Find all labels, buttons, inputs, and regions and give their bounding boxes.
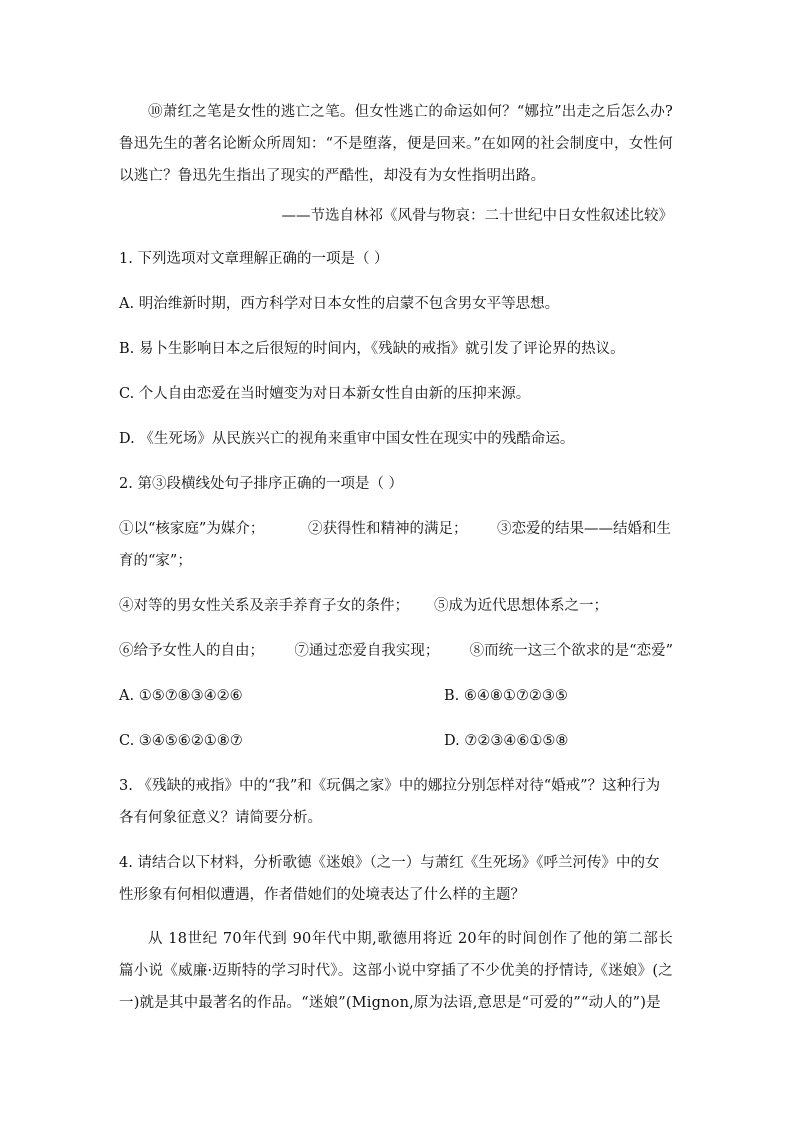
- question-2-option-b: B. ⑥④⑧①⑦②③⑤: [444, 688, 568, 704]
- question-2-item-2: ②获得性和精神的满足；: [308, 521, 468, 537]
- question-2-option-a: A. ①⑤⑦⑧③④②⑥: [119, 688, 243, 704]
- passage-paragraph-10: ⑩萧红之笔是女性的逃亡之笔。但女性逃亡的命运如何？“娜拉”出走之后怎么办?鲁迅先生的著名论断众所周知：“不是堕落，便是回来。”在如网的社会制度中，女性何以逃亡？鲁迅先生指出了现实的严酷性，却没有为女性指明出路。: [119, 104, 673, 184]
- passage-source: ——节选自林祁《风骨与物哀：二十世纪中日女性叙述比较》: [281, 208, 673, 224]
- document-page: [119, 96, 673, 1019]
- question-1-option-d: D. 《生死场》从民族兴亡的视角来重审中国女性在现实中的残酷命运。: [119, 431, 575, 447]
- question-2-item-7: ⑦通过恋爱自我实现；: [294, 643, 440, 659]
- question-2-option-c: C. ③④⑤⑥②①⑧⑦: [119, 733, 243, 749]
- question-2-stem: 2. 第③段横线处句子排序正确的一项是（ ）: [119, 476, 404, 492]
- question-2-item-6: ⑥给予女性人的自由；: [119, 643, 264, 659]
- question-1-option-c: C. 个人自由恋爱在当时嬗变为对日本新女性自由新的压抑来源。: [119, 386, 531, 402]
- question-2-items-row-3: [119, 635, 673, 667]
- question-2-item-4: ④对等的男女性关系及亲手养育子女的条件；: [119, 598, 409, 614]
- question-3: 3. 《残缺的戒指》中的“我”和《玩偶之家》中的娜拉分别怎样对待“婚戒”？这种行为各有何象征意义？请简要分析。: [119, 778, 661, 826]
- question-2-item-1: ①以“核家庭”为媒介；: [119, 521, 265, 537]
- question-2-items-row-1: [119, 513, 673, 545]
- question-2: [119, 468, 673, 757]
- question-1: [119, 243, 673, 455]
- question-1-option-a: A. 明治维新时期，西方科学对日本女性的启蒙不包含男女平等思想。: [119, 296, 560, 312]
- question-2-options-row-2: [119, 725, 673, 757]
- question-1-stem: 1. 下列选项对文章理解正确的一项是（ ）: [119, 251, 389, 267]
- question-2-item-8: ⑧而统一这三个欲求的是“恋爱”: [469, 643, 673, 659]
- question-2-options-row-1: [119, 680, 673, 712]
- question-4-material: 从 18世纪 70年代到 90年代中期,歌德用将近 20年的时间创作了他的第二部长篇小说《威廉·迈斯特的学习时代》。这部小说中穿插了不少优美的抒情诗,《迷娘》(之一)就是其中最著名的作品。“迷娘”(Mignon,原为法语,意思是“可爱的”“动人的”)是: [119, 931, 673, 1011]
- question-2-items-row-2: [119, 590, 673, 622]
- question-2-item-3-continued: 育的“家”；: [119, 553, 192, 569]
- question-1-option-b: B. 易卜生影响日本之后很短的时间内，《残缺的戒指》就引发了评论界的热议。: [119, 341, 625, 357]
- question-2-item-5: ⑤成为近代思想体系之一；: [434, 598, 608, 614]
- question-2-option-d: D. ⑦②③④⑥①⑤⑧: [444, 733, 569, 749]
- question-2-item-3: ③恋爱的结果——结婚和生: [497, 521, 671, 537]
- question-4: 4. 请结合以下材料，分析歌德《迷娘》（之一）与萧红《生死场》《呼兰河传》中的女性形象有何相似遭遇，作者借她们的处境表达了什么样的主题？: [119, 855, 660, 903]
